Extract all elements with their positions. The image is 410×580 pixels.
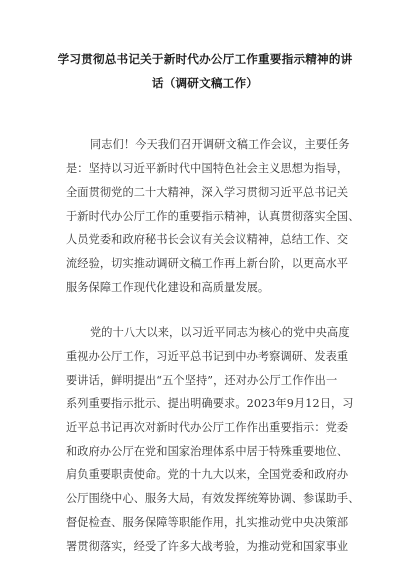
paragraph-1-line-5: 人员党委和政府秘书长会议有关会议精神，总结工作、交 xyxy=(66,233,349,246)
paragraph-2-line-5: 近平总书记再次对新时代办公厅工作作出重要指示：党委 xyxy=(66,421,349,434)
paragraph-2-line-9: 督促检查、服务保障等职能作用，扎实推动党中央决策部 xyxy=(66,516,349,529)
paragraph-2-line-3: 要讲话，鲜明提出“五个坚持”，还对办公厅工作作出一 xyxy=(66,374,338,387)
paragraph-1-line-1: 同志们！今天我们召开调研文稿工作会议，主要任务 xyxy=(90,138,350,151)
paragraph-1-line-2: 是：坚持以习近平新时代中国特色社会主义思想为指导， xyxy=(66,162,349,175)
paragraph-2-line-1: 党的十八大以来，以习近平同志为核心的党中央高度 xyxy=(90,326,350,339)
paragraph-1-line-7: 服务保障工作现代化建设和高质量发展。 xyxy=(66,281,270,294)
document-title-line-2: 话（调研文稿工作） xyxy=(151,76,259,90)
paragraph-2-line-6: 和政府办公厅在党和国家治理体系中居于特殊重要地位、 xyxy=(66,445,349,458)
paragraph-2-line-4: 系列重要指示批示、提出明确要求。2023年9月12日，习 xyxy=(66,397,354,410)
document-title-line-1: 学习贯彻总书记关于新时代办公厅工作重要指示精神的讲 xyxy=(57,52,353,66)
paragraph-1-line-4: 于新时代办公厅工作的重要指示精神，认真贯彻落实全国、 xyxy=(66,210,360,223)
paragraph-2-line-7: 肩负重要职责使命。党的十九大以来，全国党委和政府办 xyxy=(66,468,349,481)
paragraph-2-line-2: 重视办公厅工作，习近平总书记到中办考察调研、发表重 xyxy=(66,350,349,363)
paragraph-1-line-6: 流经验，切实推动调研文稿工作再上新台阶，以更高水平 xyxy=(66,257,349,270)
paragraph-2-line-10: 署贯彻落实，经受了许多大战考验，为推动党和国家事业 xyxy=(66,540,349,553)
paragraph-2-line-8: 公厅围绕中心、服务大局，有效发挥统筹协调、参谋助手、 xyxy=(66,492,360,505)
paragraph-1-line-3: 全面贯彻党的二十大精神，深入学习贯彻习近平总书记关 xyxy=(66,186,349,199)
